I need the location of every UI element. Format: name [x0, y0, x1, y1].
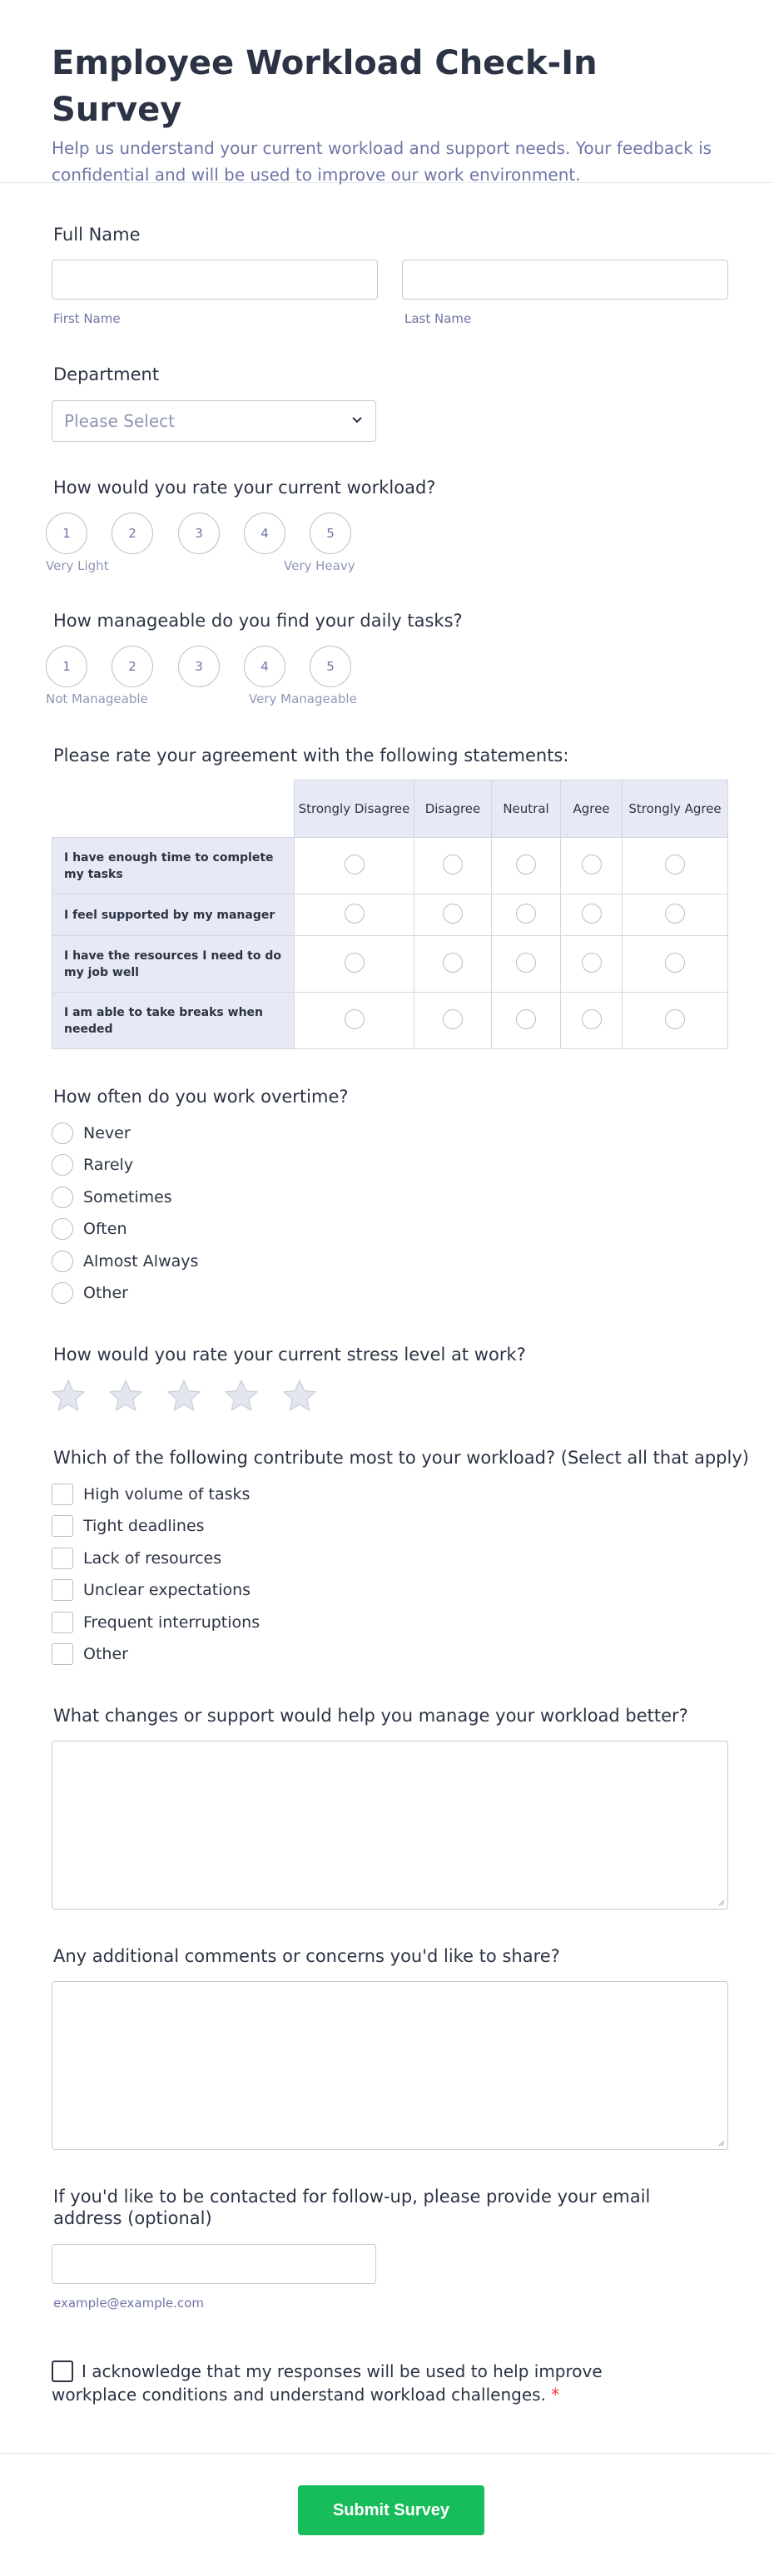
matrix-cell: [623, 894, 728, 936]
matrix-row-label: I have enough time to complete my tasks: [52, 838, 295, 894]
manageable-option-5[interactable]: 5: [310, 646, 351, 687]
matrix-cell: [561, 894, 623, 936]
stress-label: How would you rate your current stress level at work?: [53, 1345, 526, 1365]
workload-low-caption: Very Light: [46, 558, 109, 573]
workload-option-2[interactable]: 2: [112, 513, 153, 554]
matrix-radio[interactable]: [582, 953, 602, 973]
first-name-field[interactable]: [52, 260, 378, 300]
changes-label: What changes or support would help you manage your workload better?: [53, 1706, 688, 1726]
manageable-low-caption: Not Manageable: [46, 691, 148, 706]
radio-button[interactable]: [52, 1251, 73, 1272]
contributors-option[interactable]: [52, 1547, 221, 1570]
manageable-option-2[interactable]: 2: [112, 646, 153, 687]
matrix-cell: [492, 894, 561, 936]
matrix-radio[interactable]: [516, 1009, 536, 1029]
option-label: Almost Always: [83, 1251, 199, 1271]
manageable-option-3[interactable]: 3: [178, 646, 220, 687]
matrix-radio[interactable]: [665, 1009, 685, 1029]
manageable-high-caption: Very Manageable: [249, 691, 357, 706]
resize-grip-icon[interactable]: [717, 1898, 725, 1906]
email-sublabel: example@example.com: [53, 2296, 204, 2311]
form-footer: [0, 2453, 774, 2576]
option-label: Other: [83, 1645, 128, 1663]
option-label: Other: [83, 1284, 128, 1302]
overtime-option[interactable]: [52, 1122, 131, 1145]
matrix-cell: [295, 838, 414, 894]
first-name-sublabel: First Name: [53, 311, 121, 326]
radio-button[interactable]: [52, 1218, 73, 1240]
matrix-cell: [295, 993, 414, 1049]
contributors-option[interactable]: [52, 1578, 251, 1602]
submit-button[interactable]: Submit Survey: [298, 2485, 484, 2535]
matrix-row: [52, 993, 728, 1049]
workload-option-1[interactable]: 1: [46, 513, 87, 554]
workload-label: How would you rate your current workload?: [53, 478, 436, 498]
matrix-radio[interactable]: [443, 855, 463, 874]
star-icon[interactable]: [166, 1378, 202, 1414]
matrix-cell: [295, 936, 414, 993]
changes-textarea[interactable]: [52, 1741, 728, 1910]
radio-button[interactable]: [52, 1154, 73, 1176]
radio-button[interactable]: [52, 1186, 73, 1208]
matrix-radio[interactable]: [443, 953, 463, 973]
matrix-radio[interactable]: [516, 855, 536, 874]
checkbox[interactable]: [52, 1579, 73, 1601]
radio-button[interactable]: [52, 1122, 73, 1144]
overtime-option[interactable]: [52, 1153, 133, 1177]
checkbox[interactable]: [52, 1548, 73, 1569]
checkbox[interactable]: [52, 1612, 73, 1633]
matrix-cell: [623, 838, 728, 894]
matrix-radio[interactable]: [582, 855, 602, 874]
matrix-radio[interactable]: [443, 1009, 463, 1029]
matrix-radio[interactable]: [443, 904, 463, 924]
option-label: Rarely: [83, 1156, 134, 1175]
matrix-cell: [492, 993, 561, 1049]
option-label: Frequent interruptions: [83, 1612, 260, 1632]
matrix-corner: [52, 780, 295, 838]
matrix-row-label: I am able to take breaks when needed: [52, 993, 295, 1049]
col-neutral: Neutral: [492, 780, 561, 838]
comments-label: Any additional comments or concerns you'd like to share?: [53, 1946, 560, 1966]
matrix-row: [52, 838, 728, 894]
matrix-radio[interactable]: [665, 953, 685, 973]
page-title: Employee Workload Check-In Survey: [52, 44, 598, 129]
full-name-label: Full Name: [53, 225, 141, 245]
option-label: Sometimes: [83, 1187, 172, 1206]
contributors-option[interactable]: [52, 1611, 260, 1634]
manageable-label: How manageable do you find your daily tasks?: [53, 611, 463, 631]
workload-high-caption: Very Heavy: [284, 558, 355, 573]
option-label: Never: [83, 1124, 131, 1142]
overtime-option[interactable]: [52, 1217, 127, 1241]
option-label: Tight deadlines: [83, 1517, 205, 1536]
overtime-label: How often do you work overtime?: [53, 1087, 349, 1107]
option-label: High volume of tasks: [83, 1485, 251, 1503]
contributors-option[interactable]: [52, 1514, 205, 1538]
matrix-cell: [492, 838, 561, 894]
star-icon[interactable]: [107, 1378, 144, 1414]
overtime-option[interactable]: [52, 1250, 198, 1273]
acknowledge-checkbox[interactable]: [52, 2361, 73, 2382]
option-label: Unclear expectations: [83, 1581, 251, 1600]
matrix-radio[interactable]: [516, 953, 536, 973]
overtime-option[interactable]: [52, 1186, 172, 1209]
matrix-cell: [623, 993, 728, 1049]
option-label: Lack of resources: [83, 1548, 222, 1568]
chevron-down-icon: [349, 412, 365, 429]
matrix-radio[interactable]: [345, 904, 365, 924]
last-name-field[interactable]: [402, 260, 728, 300]
agreement-label: Please rate your agreement with the following statements:: [53, 746, 569, 765]
matrix-row-label: I have the resources I need to do my job well: [52, 936, 295, 993]
email-label: If you'd like to be contacted for follow-up, please provide your email address (optional): [53, 2187, 651, 2228]
matrix-cell: [561, 838, 623, 894]
matrix-radio[interactable]: [345, 855, 365, 874]
agreement-matrix: [52, 780, 728, 1049]
acknowledge-checkbox-row[interactable]: [52, 2360, 634, 2406]
contributors-label: Which of the following contribute most to your workload? (Select all that apply): [53, 1448, 749, 1468]
matrix-radio[interactable]: [516, 904, 536, 924]
overtime-option[interactable]: [52, 1281, 128, 1305]
workload-option-4[interactable]: 4: [244, 513, 285, 554]
acknowledge-text: I acknowledge that my responses will be used to help improve workplace conditions and understand workload challenges.: [52, 2361, 603, 2405]
matrix-radio[interactable]: [665, 855, 685, 874]
radio-button[interactable]: [52, 1282, 73, 1304]
checkbox[interactable]: [52, 1643, 73, 1665]
email-field[interactable]: [52, 2244, 376, 2284]
col-strongly-disagree: Strongly Disagree: [295, 780, 414, 838]
workload-option-5[interactable]: 5: [310, 513, 351, 554]
comments-textarea[interactable]: [52, 1981, 728, 2150]
manageable-option-1[interactable]: 1: [46, 646, 87, 687]
matrix-row-label: I feel supported by my manager: [52, 894, 295, 936]
matrix-radio[interactable]: [345, 953, 365, 973]
matrix-row: [52, 936, 728, 993]
col-disagree: Disagree: [414, 780, 492, 838]
contributors-option[interactable]: [52, 1642, 128, 1666]
star-icon[interactable]: [281, 1378, 318, 1414]
matrix-radio[interactable]: [345, 1009, 365, 1029]
matrix-cell: [623, 936, 728, 993]
workload-option-3[interactable]: 3: [178, 513, 220, 554]
matrix-cell: [295, 894, 414, 936]
matrix-radio[interactable]: [665, 904, 685, 924]
matrix-cell: [414, 894, 492, 936]
matrix-radio[interactable]: [582, 1009, 602, 1029]
department-select[interactable]: [52, 400, 376, 442]
matrix-cell: [492, 936, 561, 993]
page-description: Help us understand your current workload and support needs. Your feedback is confidential and will be used to improve our work environment.: [52, 138, 712, 185]
last-name-sublabel: Last Name: [404, 311, 472, 326]
manageable-option-4[interactable]: 4: [244, 646, 285, 687]
matrix-cell: [561, 993, 623, 1049]
star-icon[interactable]: [223, 1378, 260, 1414]
col-agree: Agree: [561, 780, 623, 838]
contributors-option[interactable]: [52, 1483, 250, 1506]
col-strongly-agree: Strongly Agree: [623, 780, 728, 838]
department-placeholder: Please Select: [64, 411, 175, 431]
option-label: Often: [83, 1220, 127, 1239]
form-header: [0, 0, 774, 183]
department-label: Department: [53, 364, 160, 384]
matrix-cell: [561, 936, 623, 993]
checkbox[interactable]: [52, 1515, 73, 1537]
matrix-row: [52, 894, 728, 936]
resize-grip-icon[interactable]: [717, 2138, 725, 2147]
matrix-cell: [414, 936, 492, 993]
matrix-cell: [414, 993, 492, 1049]
matrix-cell: [414, 838, 492, 894]
checkbox[interactable]: [52, 1484, 73, 1505]
required-mark: *: [551, 2385, 560, 2405]
matrix-radio[interactable]: [582, 904, 602, 924]
star-icon[interactable]: [50, 1378, 87, 1414]
